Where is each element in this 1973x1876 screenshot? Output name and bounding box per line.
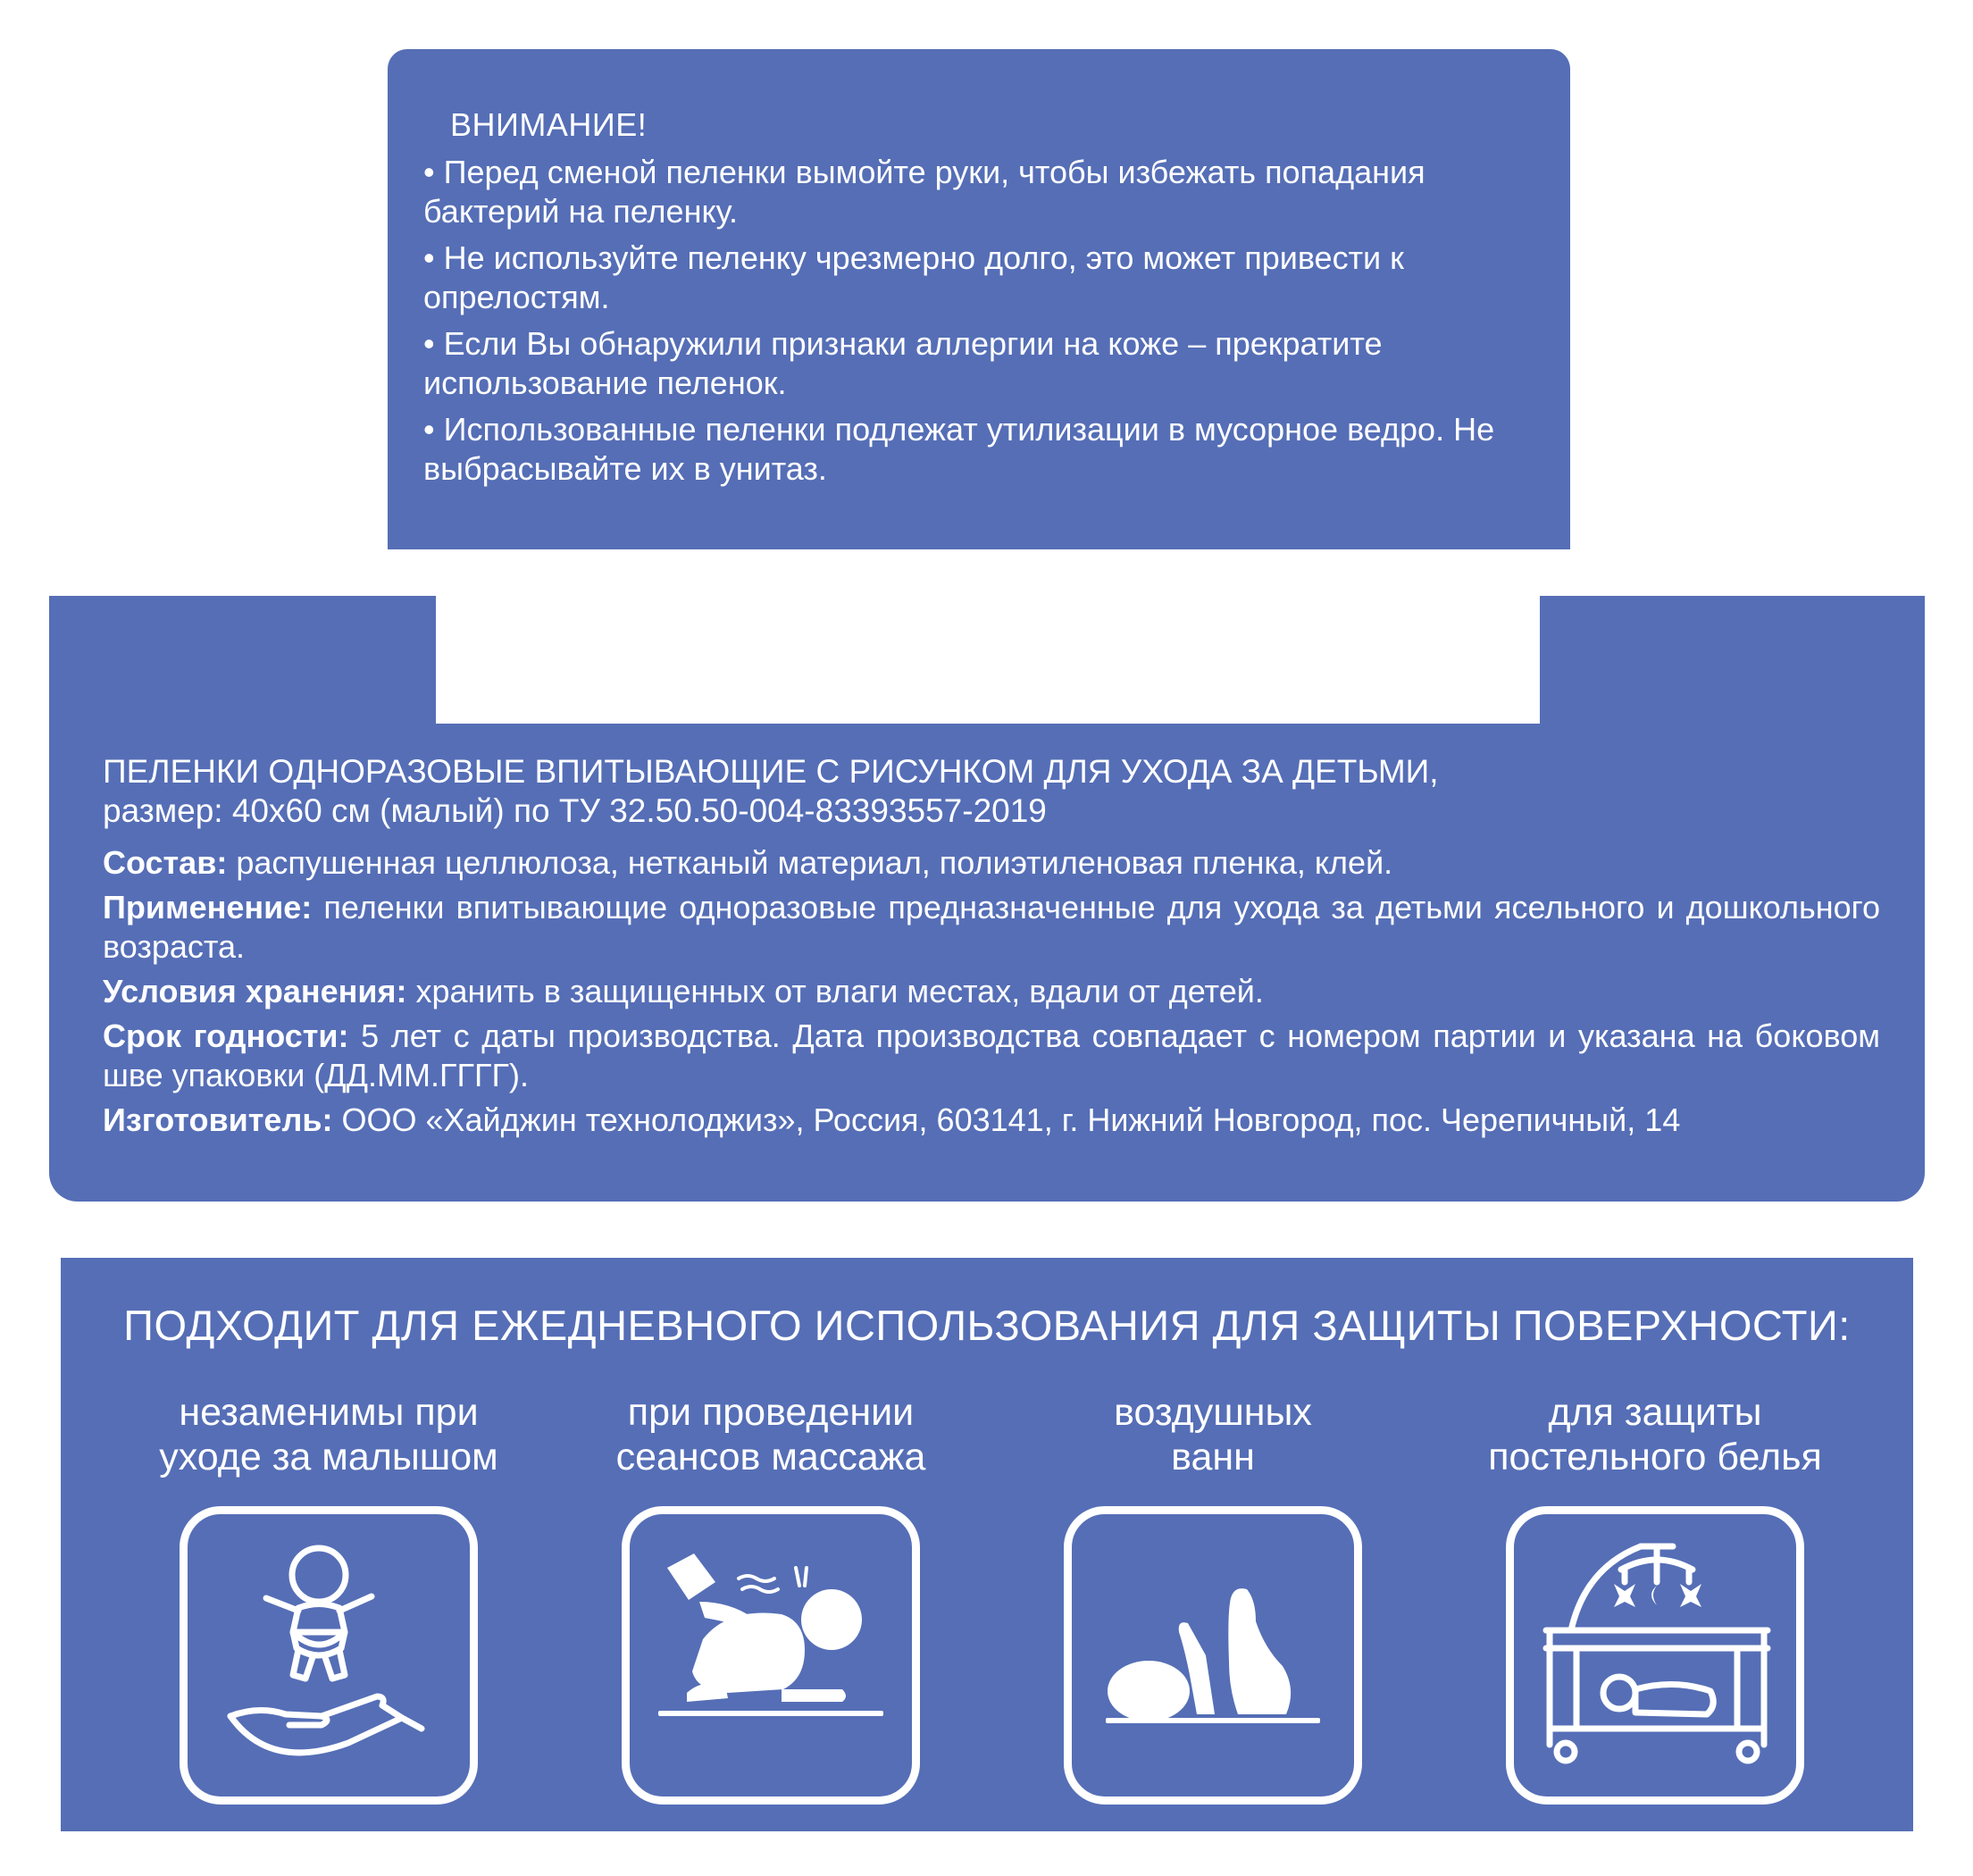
info-storage bbox=[103, 972, 1880, 1011]
info-composition bbox=[103, 843, 1880, 883]
usage-card-bedding bbox=[1467, 1390, 1843, 1805]
product-size: размер: 40х60 см (малый) по ТУ 32.50.50-004-83393557-2019 bbox=[103, 792, 1047, 829]
info-label: Состав: bbox=[103, 844, 228, 881]
usage-card-label-line: при проведении bbox=[627, 1391, 915, 1434]
info-text: хранить в защищенных от влаги местах, вдали от детей. bbox=[415, 973, 1264, 1009]
usage-heading: ПОДХОДИТ ДЛЯ ЕЖЕДНЕВНОГО ИСПОЛЬЗОВАНИЯ ДЛЯ ЗАЩИТЫ ПОВЕРХНОСТИ: bbox=[123, 1302, 1851, 1349]
warning-item: • Использованные пеленки подлежат утилизации в мусорное ведро. Не выбрасывайте их в унитаз. bbox=[423, 411, 1495, 487]
info-application bbox=[103, 888, 1880, 967]
info-panel-notch bbox=[436, 596, 1540, 724]
warning-item: • Если Вы обнаружили признаки аллергии на коже – прекратите использование пеленок. bbox=[423, 325, 1383, 401]
warning-title: ВНИМАНИЕ! bbox=[450, 106, 648, 143]
usage-card-label-line: постельного белья bbox=[1488, 1436, 1822, 1478]
warning-item: • Не используйте пеленку чрезмерно долго, это может привести к опрелостям. bbox=[423, 239, 1404, 315]
info-label: Срок годности: bbox=[103, 1018, 349, 1054]
usage-card-label-line: для защиты bbox=[1548, 1391, 1762, 1434]
usage-card-air-bath bbox=[1025, 1390, 1400, 1805]
info-label: Условия хранения: bbox=[103, 973, 407, 1009]
usage-card-label bbox=[141, 1390, 516, 1488]
info-text: распушенная целлюлоза, нетканый материал, полиэтиленовая пленка, клей. bbox=[236, 844, 1393, 881]
product-title bbox=[103, 752, 1880, 831]
usage-card-care bbox=[141, 1390, 516, 1805]
usage-card-label bbox=[1467, 1390, 1843, 1488]
info-text: 5 лет с даты производства. Дата производства совпадает с номером партии и указана на боковом шве упаковки (ДД.ММ.ГГГГ). bbox=[103, 1018, 1880, 1093]
baby-crib-icon bbox=[1506, 1506, 1804, 1805]
usage-card-label bbox=[583, 1390, 958, 1488]
info-label: Изготовитель: bbox=[103, 1101, 333, 1138]
usage-card-label-line: воздушных bbox=[1114, 1391, 1312, 1434]
warning-item: • Перед сменой пеленки вымойте руки, чтобы избежать попадания бактерий на пеленку. bbox=[423, 154, 1425, 230]
usage-card-massage bbox=[583, 1390, 958, 1805]
info-text: пеленки впитывающие одноразовые предназначенные для ухода за детьми ясельного и дошкольного возраста. bbox=[103, 889, 1880, 965]
usage-card-label-line: ванн bbox=[1171, 1436, 1255, 1478]
usage-card-label-line: уходе за малышом bbox=[159, 1436, 498, 1478]
usage-panel bbox=[61, 1258, 1913, 1831]
baby-in-hand-icon bbox=[180, 1506, 478, 1805]
info-manufacturer bbox=[103, 1101, 1880, 1140]
warning-panel bbox=[388, 49, 1570, 549]
usage-card-label-line: сеансов массажа bbox=[615, 1436, 926, 1478]
usage-card-label-line: незаменимы при bbox=[179, 1391, 479, 1434]
info-text: ООО «Хайджин технолоджиз», Россия, 603141, г. Нижний Новгород, пос. Черепичный, 14 bbox=[341, 1101, 1681, 1138]
product-name: ПЕЛЕНКИ ОДНОРАЗОВЫЕ ВПИТЫВАЮЩИЕ С РИСУНКОМ ДЛЯ УХОДА ЗА ДЕТЬМИ, bbox=[103, 753, 1439, 790]
info-label: Применение: bbox=[103, 889, 313, 925]
baby-massage-icon bbox=[622, 1506, 920, 1805]
info-shelf-life bbox=[103, 1017, 1880, 1095]
usage-card-label bbox=[1025, 1390, 1400, 1488]
baby-air-bath-icon bbox=[1064, 1506, 1362, 1805]
